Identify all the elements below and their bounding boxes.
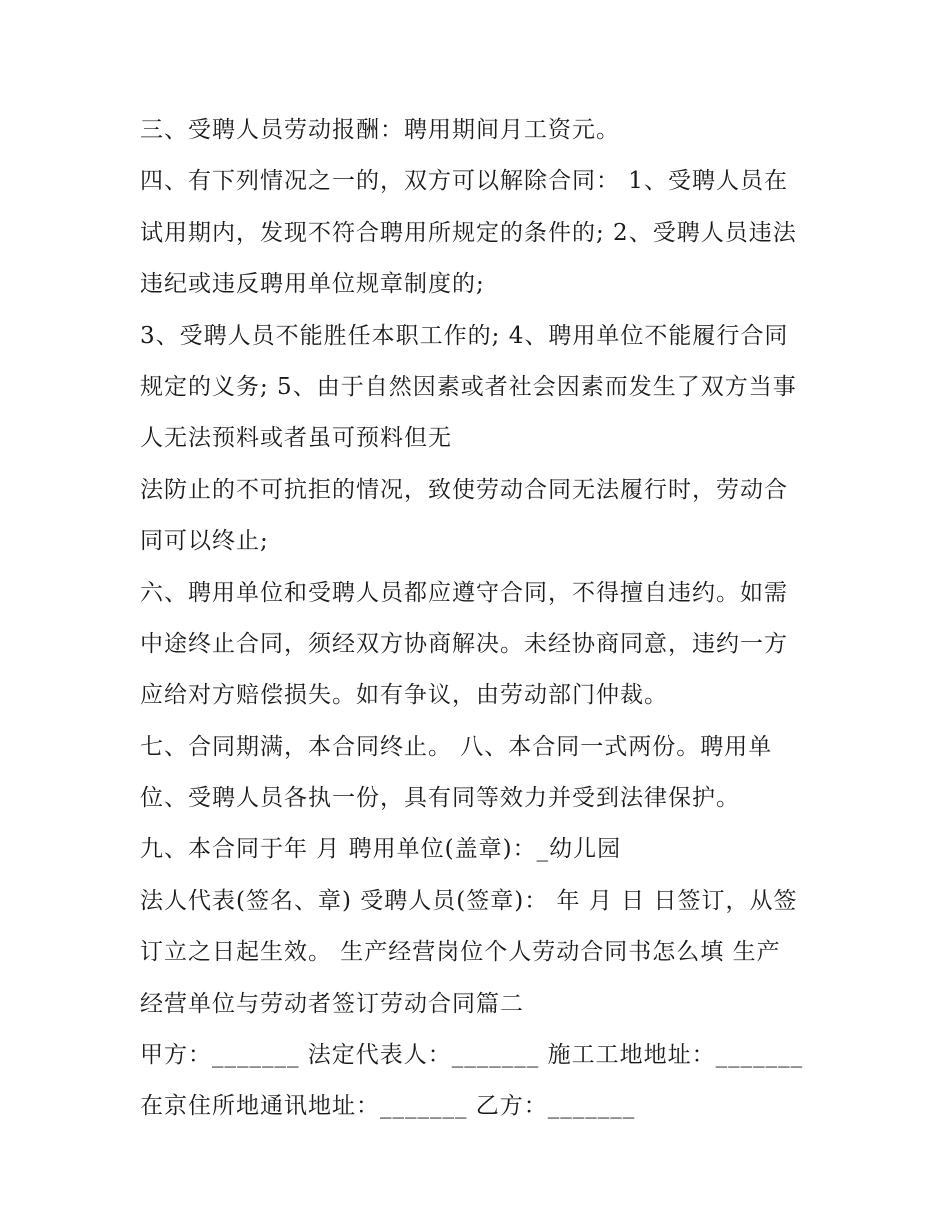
text-line: 经营单位与劳动者签订劳动合同篇二 (140, 990, 524, 1017)
document-body (140, 105, 820, 1133)
text-line: 试用期内，发现不符合聘用所规定的条件的; 2、受聘人员违法 (140, 219, 797, 246)
text-line: 六、聘用单位和受聘人员都应遵守合同，不得擅自违约。如需 (140, 579, 788, 606)
text-line: 甲方：_______ 法定代表人：_______ 施工工地地址：_______ (140, 1042, 804, 1069)
text-line: 人无法预料或者虽可预料但无 (140, 425, 452, 452)
text-line: 违纪或违反聘用单位规章制度的; (140, 271, 485, 298)
text-line: 七、合同期满，本合同终止。 八、本合同一式两份。聘用单 (140, 733, 773, 760)
text-line: 订立之日起生效。 生产经营岗位个人劳动合同书怎么填 生产 (140, 939, 781, 966)
text-line: 位、受聘人员各执一份，具有同等效力并受到法律保护。 (140, 785, 740, 812)
text-line: 3、受聘人员不能胜任本职工作的; 4、聘用单位不能履行合同 (140, 322, 789, 349)
text-line: 三、受聘人员劳动报酬：聘用期间月工资元。 (140, 117, 620, 143)
text-line: 九、本合同于年 月 聘用单位(盖章)：_幼儿园 (140, 836, 622, 863)
text-line: 在京住所地通讯地址：_______ 乙方：_______ (140, 1093, 636, 1120)
text-line: 同可以终止; (140, 528, 269, 555)
text-line: 应给对方赔偿损失。如有争议，由劳动部门仲裁。 (140, 682, 668, 709)
text-line: 中途终止合同，须经双方协商解决。未经协商同意，违约一方 (140, 630, 788, 657)
text-line: 四、有下列情况之一的，双方可以解除合同： 1、受聘人员在 (140, 168, 788, 195)
text-line: 规定的义务; 5、由于自然因素或者社会因素而发生了双方当事 (140, 373, 797, 400)
text-line: 法防止的不可抗拒的情况，致使劳动合同无法履行时，劳动合 (140, 476, 788, 503)
text-line: 法人代表(签名、章) 受聘人员(签章)： 年 月 日 日签订，从签 (140, 887, 798, 914)
